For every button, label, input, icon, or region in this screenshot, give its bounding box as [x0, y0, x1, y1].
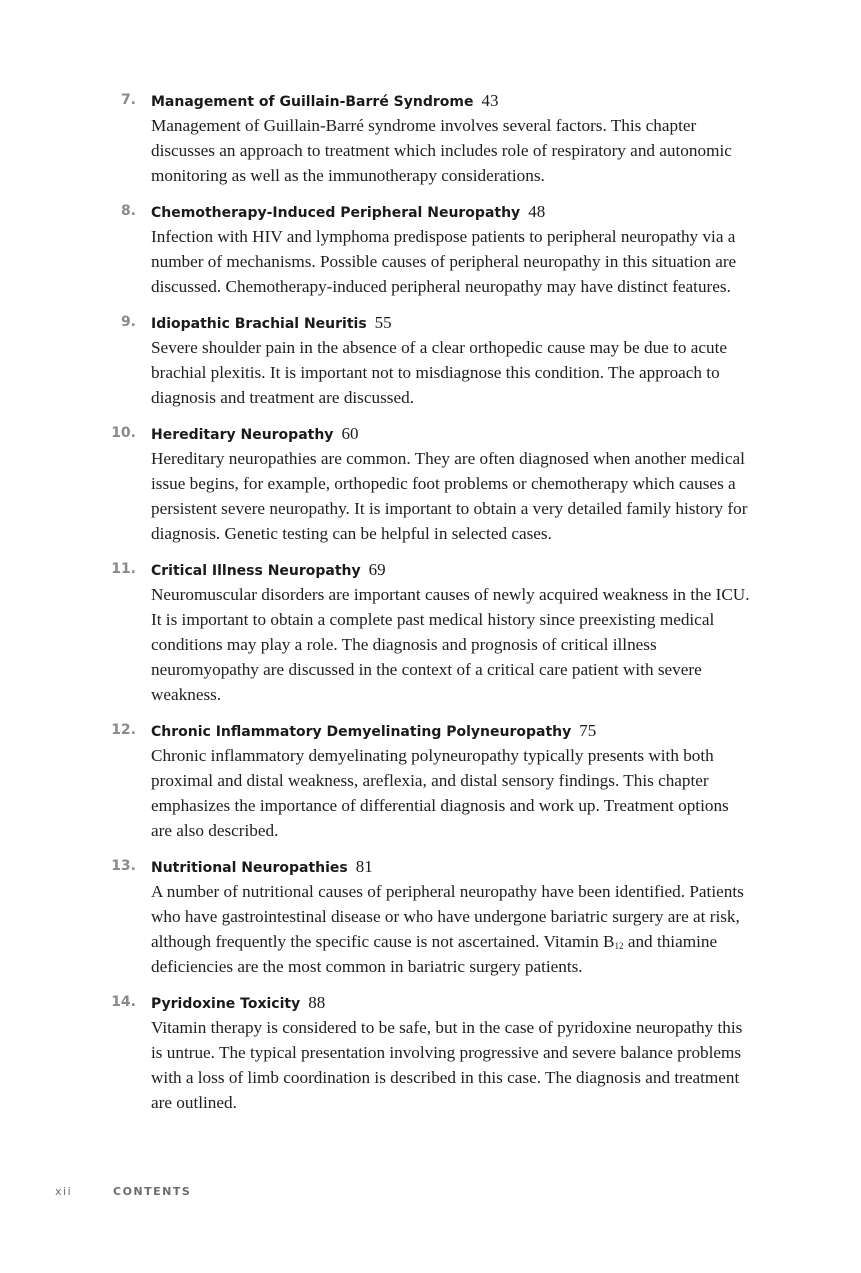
- chapter-number: 11.: [111, 561, 136, 577]
- chapter-title: Chronic Inflammatory Demyelinating Polyneuropathy: [151, 724, 572, 740]
- chapter-title: Hereditary Neuropathy: [151, 427, 334, 443]
- chapter-heading: [151, 310, 861, 335]
- chapter-title: Critical Illness Neuropathy: [151, 563, 361, 579]
- chapter-heading: [151, 990, 861, 1015]
- chapter-description: Management of Guillain-Barré syndrome involves several factors. This chapter discusses an approach to treatment which includes role of respiratory and autonomic monitoring as well as the immunotherapy considerations.: [151, 116, 732, 185]
- toc-entry: [0, 421, 861, 546]
- chapter-number: 12.: [111, 722, 136, 738]
- chapter-number: 10.: [111, 425, 136, 441]
- folio-page-number: xii: [55, 1185, 73, 1198]
- chapter-heading: [151, 557, 861, 582]
- description-text: A number of nutritional causes of peripheral neuropathy have been identified. Patients who have gastrointestinal disease or who have undergone bariatric surgery are at risk, although frequently the specific cause is not ascertained. Vitamin B: [151, 882, 744, 951]
- chapter-page: 69: [368, 560, 386, 579]
- chapter-description: Vitamin therapy is considered to be safe, but in the case of pyridoxine neuropathy this is untrue. The typical presentation involving progressive and severe balance problems with a loss of limb coordination is described in this case. The diagnosis and treatment are outlined.: [151, 1018, 743, 1112]
- chapter-page: 81: [355, 857, 373, 876]
- running-head: CONTENTS: [113, 1185, 192, 1198]
- chapter-page: 55: [374, 313, 392, 332]
- toc-entry: [0, 557, 861, 707]
- chapter-heading: [151, 854, 861, 879]
- chapter-heading: [151, 421, 861, 446]
- toc-entry: [0, 88, 861, 188]
- toc-entry: [0, 854, 861, 979]
- chapter-heading: [151, 199, 861, 224]
- chapter-description: Neuromuscular disorders are important causes of newly acquired weakness in the ICU. It is important to obtain a complete past medical history since preexisting medical conditions may play a role. The diagnosis and prognosis of critical illness neuromyopathy are discussed in the context of a critical care patient with severe weakness.: [151, 585, 750, 704]
- chapter-number: 8.: [120, 203, 136, 219]
- chapter-title: Chemotherapy-Induced Peripheral Neuropathy: [151, 205, 521, 221]
- chapter-description: [151, 879, 751, 979]
- chapter-number: 14.: [111, 994, 136, 1010]
- chapter-description: Infection with HIV and lymphoma predispose patients to peripheral neuropathy via a number of mechanisms. Possible causes of peripheral neuropathy in this situation are discussed. Chemotherapy-induced peripheral neuropathy may have distinct features.: [151, 227, 737, 296]
- chapter-page: 48: [528, 202, 546, 221]
- table-of-contents: [0, 88, 861, 1126]
- toc-entry: [0, 199, 861, 299]
- description-text-continued: and thiamine deficiencies are the most common in bariatric surgery patients.: [151, 932, 718, 976]
- chapter-title: Idiopathic Brachial Neuritis: [151, 316, 367, 332]
- toc-entry: [0, 718, 861, 843]
- chapter-title: Nutritional Neuropathies: [151, 860, 348, 876]
- chapter-title: Management of Guillain-Barré Syndrome: [151, 94, 474, 110]
- chapter-page: 60: [341, 424, 359, 443]
- chapter-page: 75: [579, 721, 597, 740]
- chapter-heading: [151, 88, 861, 113]
- chapter-number: 13.: [111, 858, 136, 874]
- chapter-number: 9.: [120, 314, 136, 330]
- chapter-heading: [151, 718, 861, 743]
- toc-entry: [0, 310, 861, 410]
- chapter-page: 88: [308, 993, 326, 1012]
- vitamin-subscript: 12: [614, 941, 624, 951]
- chapter-description: Hereditary neuropathies are common. They are often diagnosed when another medical issue begins, for example, orthopedic foot problems or chemotherapy which causes a persistent severe neuropathy. It is important to obtain a very detailed family history for diagnosis. Genetic testing can be helpful in selected cases.: [151, 449, 748, 543]
- toc-entry: [0, 990, 861, 1115]
- chapter-description: Chronic inflammatory demyelinating polyneuropathy typically presents with both proximal and distal weakness, areflexia, and distal sensory findings. This chapter emphasizes the importance of differential diagnosis and work up. Treatment options are also described.: [151, 746, 729, 840]
- chapter-page: 43: [481, 91, 499, 110]
- chapter-description: Severe shoulder pain in the absence of a clear orthopedic cause may be due to acute brachial plexitis. It is important not to misdiagnose this condition. The approach to diagnosis and treatment are discussed.: [151, 338, 728, 407]
- chapter-title: Pyridoxine Toxicity: [151, 996, 301, 1012]
- chapter-number: 7.: [120, 92, 136, 108]
